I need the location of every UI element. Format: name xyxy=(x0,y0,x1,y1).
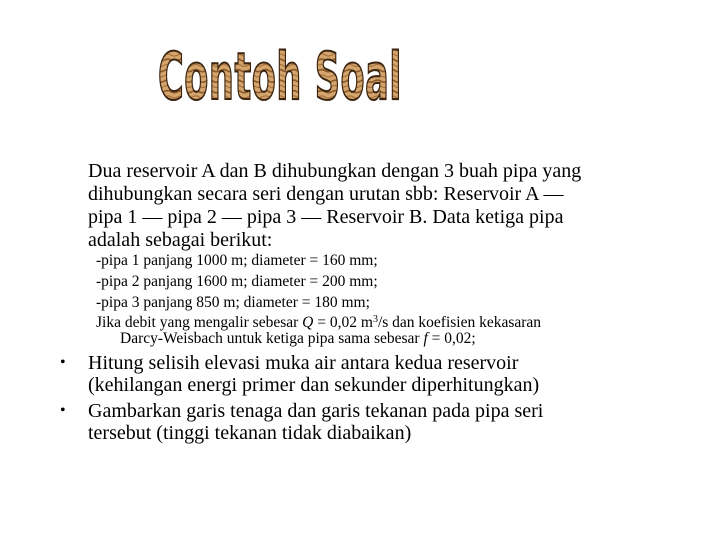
task-list xyxy=(56,352,696,448)
pipe-data xyxy=(96,250,656,347)
list-item xyxy=(56,352,696,396)
intro-line: adalah sebagai berikut: xyxy=(88,229,273,251)
darcy-line xyxy=(96,331,656,347)
q-exponent: 3 xyxy=(372,314,378,325)
task-line: tersebut (tinggi tekanan tidak diabaikan) xyxy=(88,422,412,444)
q-symbol: Q xyxy=(302,314,314,331)
pipe-row: -pipa 3 panjang 850 m; diameter = 180 mm; xyxy=(96,294,370,311)
list-item xyxy=(56,400,696,444)
intro-line: pipa 1 — pipa 2 — pipa 3 — Reservoir B. Data ketiga pipa xyxy=(88,206,564,228)
task-line: (kehilangan energi primer dan sekunder diperhitungkan) xyxy=(88,374,540,396)
q-unit: /s dan koefisien kekasaran xyxy=(377,314,542,331)
debit-prefix: Jika debit yang mengalir sebesar xyxy=(96,314,303,331)
page-title: Contoh Soal xyxy=(158,38,403,115)
problem-intro xyxy=(88,160,648,252)
pipe-row: -pipa 1 panjang 1000 m; diameter = 160 mm; xyxy=(96,252,378,269)
f-value: = 0,02; xyxy=(427,330,476,347)
intro-line: dihubungkan secara seri dengan urutan sbb: Reservoir A — xyxy=(88,183,564,205)
task-line: Hitung selisih elevasi muka air antara kedua reservoir xyxy=(88,352,519,374)
task-line: Gambarkan garis tenaga dan garis tekanan pada pipa seri xyxy=(88,400,544,422)
title-svg xyxy=(150,36,410,115)
bullet-icon: • xyxy=(60,402,66,419)
title-wordart xyxy=(150,36,410,115)
intro-line: Dua reservoir A dan B dihubungkan dengan 3 buah pipa yang xyxy=(88,160,582,182)
f-symbol: f xyxy=(423,330,428,347)
q-value: = 0,02 m xyxy=(313,314,373,331)
darcy-prefix: Darcy-Weisbach untuk ketiga pipa sama sebesar xyxy=(120,330,424,347)
bullet-icon: • xyxy=(60,354,66,371)
pipe-row: -pipa 2 panjang 1600 m; diameter = 200 mm; xyxy=(96,273,378,290)
debit-line xyxy=(96,315,656,331)
